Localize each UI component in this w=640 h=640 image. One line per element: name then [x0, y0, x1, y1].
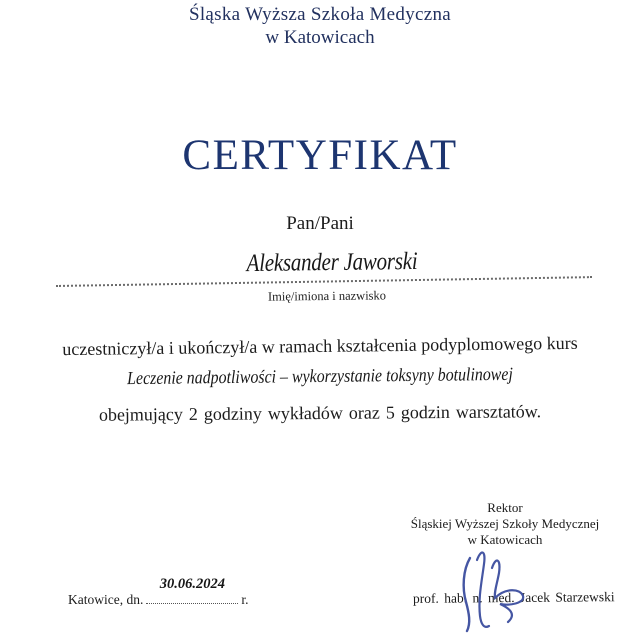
date-dotted-line	[146, 576, 238, 604]
date-prefix: Katowice, dn.	[68, 592, 144, 607]
signatory-role-block	[405, 500, 605, 548]
body-text-line1: uczestniczył/a i ukończył/a w ramach kształcenia podyplomowego kurs	[62, 332, 578, 360]
certificate-title: CERTYFIKAT	[182, 132, 458, 179]
course-title: Leczenie nadpotliwości – wykorzystanie toksyny botulinowej	[127, 364, 513, 390]
signatory-role-line3: w Katowicach	[467, 532, 543, 547]
institution-name-line2: w Katowicach	[265, 27, 375, 48]
signatory-role-line1: Rektor	[487, 500, 523, 515]
signatory-name: prof. hab. n. med. Jacek Starzewski	[412, 589, 615, 606]
institution-name-line1: Śląska Wyższa Szkoła Medyczna	[188, 4, 452, 25]
date-value: 30.06.2024	[159, 576, 225, 592]
signature-scribble-icon	[446, 544, 540, 634]
recipient-name: Aleksander Jaworski	[246, 247, 418, 278]
body-text-line3: obejmujący 2 godziny wykładów oraz 5 godzin warsztatów.	[98, 401, 542, 425]
signatory-role-line2: Śląskiej Wyższej Szkoły Medycznej	[410, 516, 600, 531]
date-suffix: r.	[241, 592, 249, 607]
salutation-text: Pan/Pani	[286, 213, 354, 234]
date-line	[68, 576, 249, 608]
recipient-name-caption: Imię/imiona i nazwisko	[267, 288, 387, 304]
